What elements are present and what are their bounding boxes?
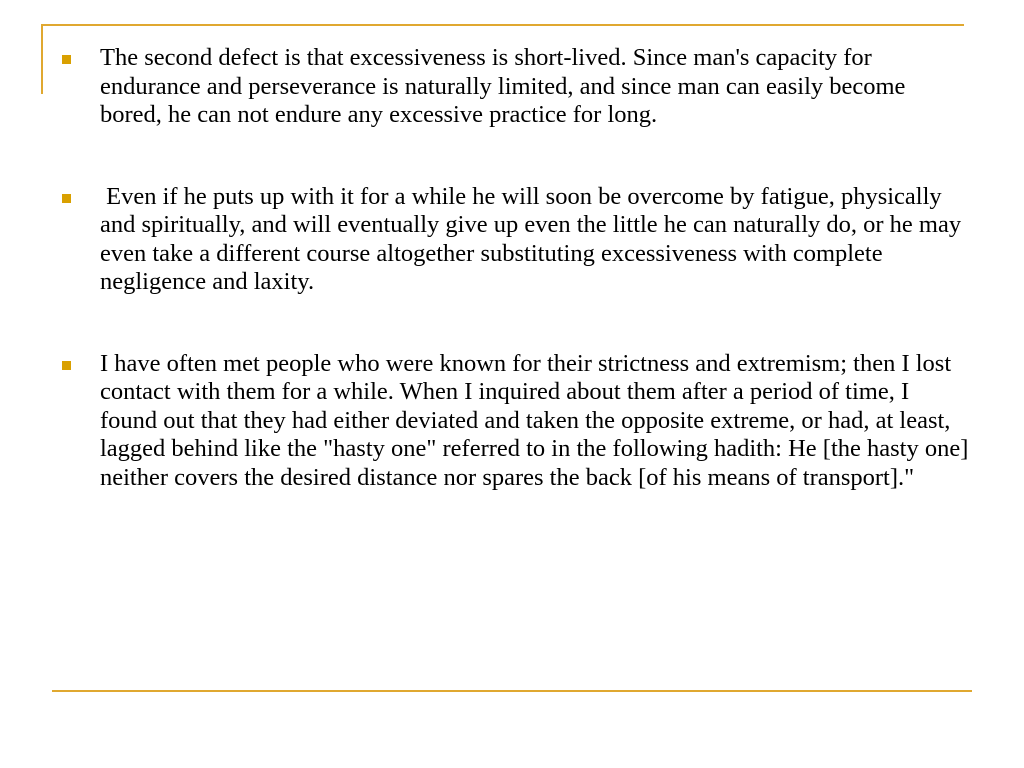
bottom-rule (52, 690, 972, 692)
bullet-item (62, 44, 972, 130)
bullet-item (62, 349, 975, 493)
square-bullet-icon (62, 55, 71, 64)
bullet-text: I have often met people who were known for their strictness and extremism; then I lost contact with them for a while. When I inquired about them after a period of time, I found out that they had either deviated and taken the opposite extreme, or had, at least, lagged behind like the "hasty one" referred to in the following hadith: He [the hasty one] neither covers the desired distance nor spares the back [of his means of transport]." (100, 349, 975, 491)
bullet-list (62, 44, 975, 492)
bullet-text: Even if he puts up with it for a while he will soon be overcome by fatigue, physically and spiritually, and will eventually give up even the little he can naturally do, or he may even take a different course altogether substituting excessiveness with complete negligence and laxity. (100, 182, 968, 295)
bullet-item (62, 183, 972, 297)
top-rule (41, 24, 964, 26)
left-rule (41, 24, 43, 94)
square-bullet-icon (62, 361, 71, 370)
square-bullet-icon (62, 194, 71, 203)
bullet-text: The second defect is that excessiveness is short-lived. Since man's capacity for endurance and perseverance is naturally limited, and since man can easily become bored, he can not endure any excessive practice for long. (100, 44, 912, 128)
